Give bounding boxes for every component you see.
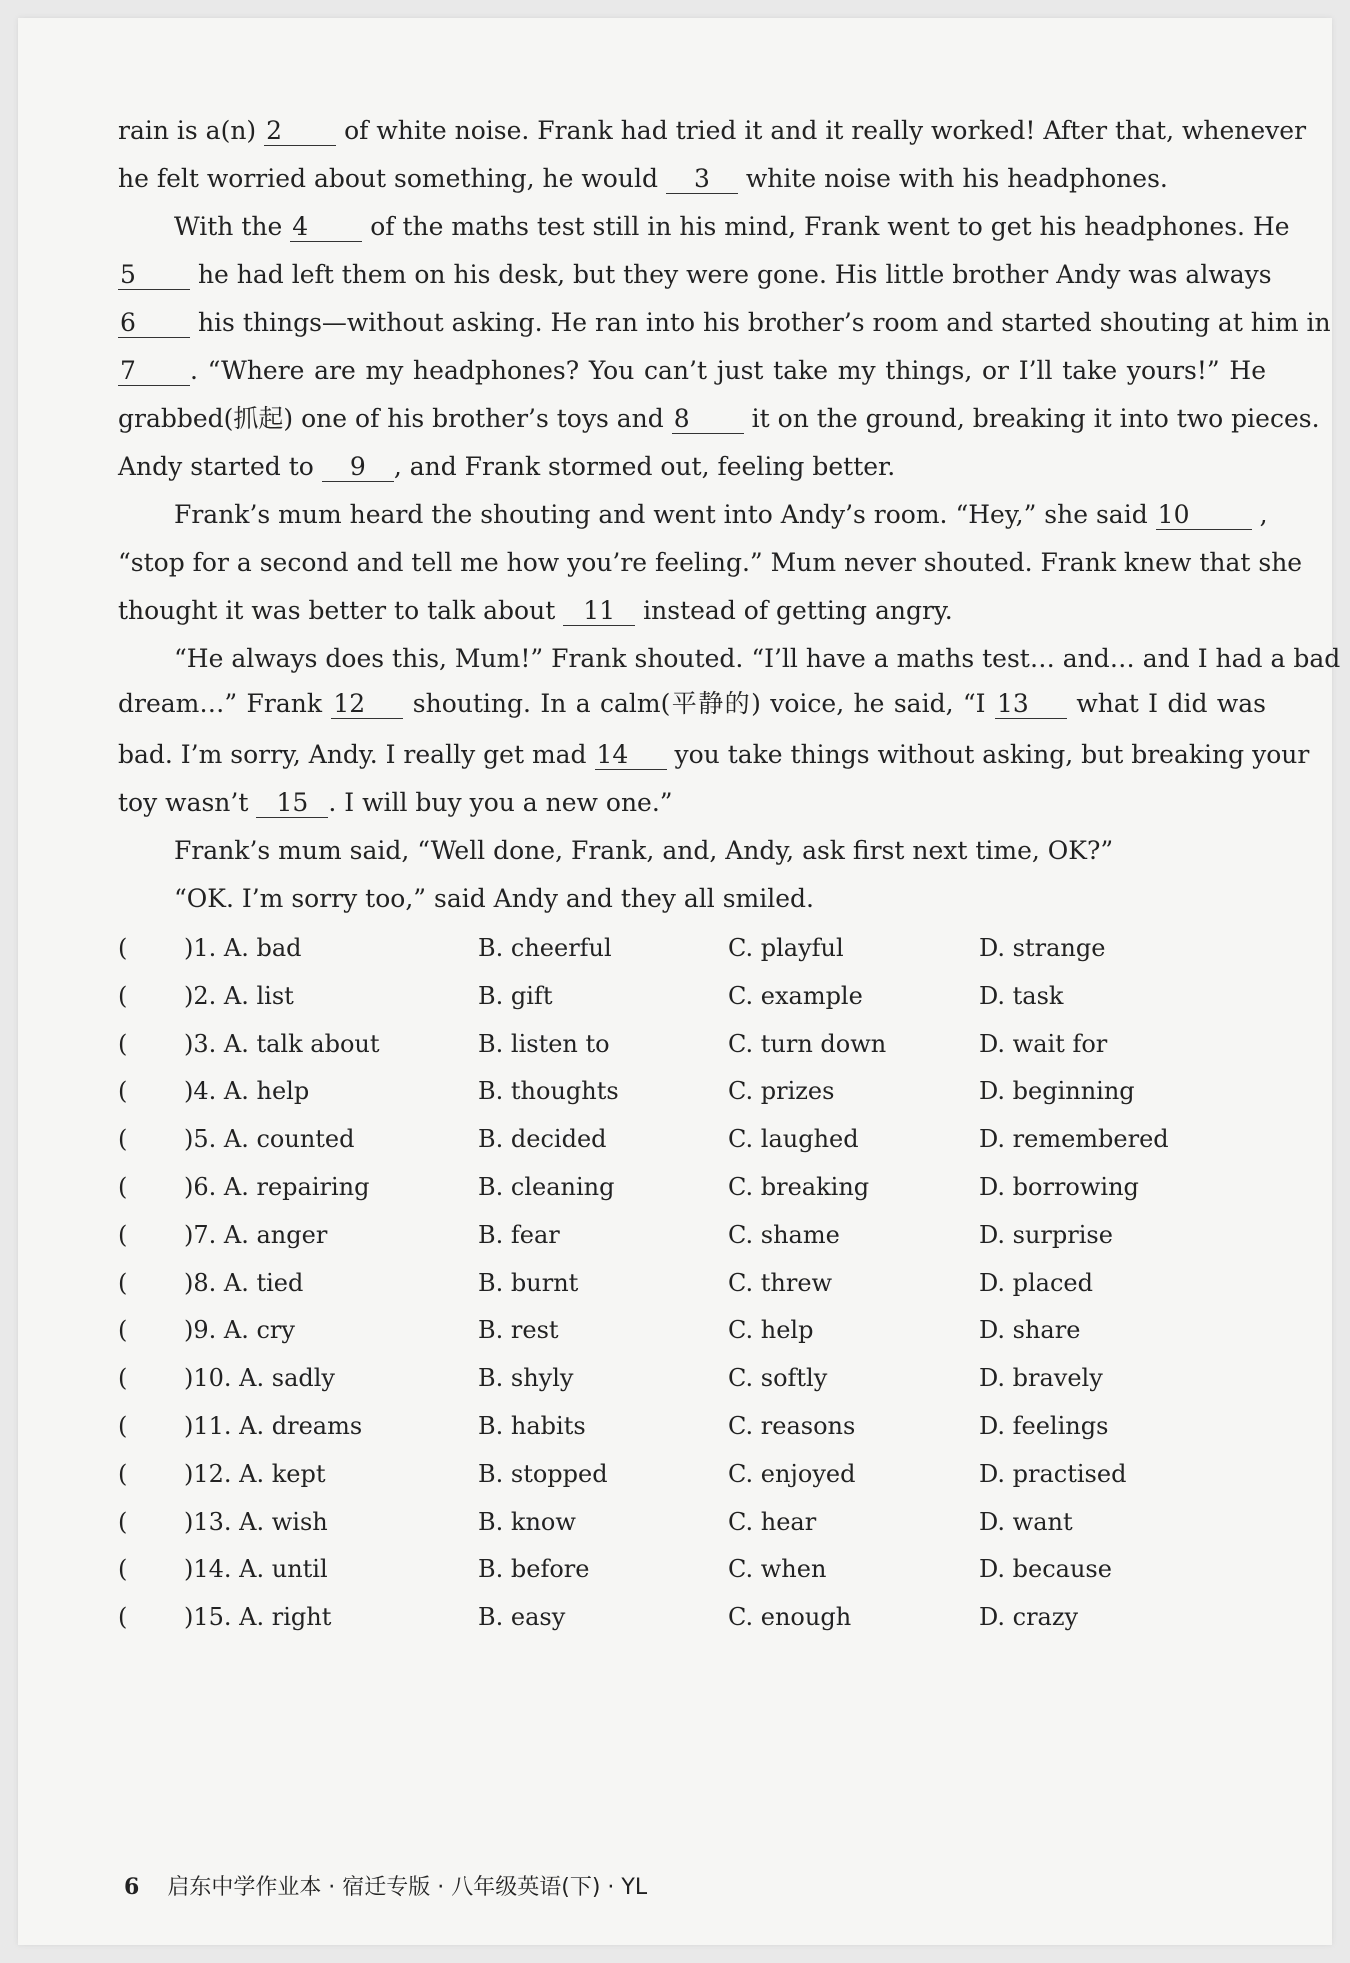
answer-paren: ( <box>118 1555 128 1584</box>
blank-12: 12 <box>331 690 403 719</box>
option-a: )7. A. anger <box>184 1220 328 1249</box>
answer-paren: ( <box>118 1507 128 1536</box>
blank-9: 9 <box>322 453 394 482</box>
question-row <box>118 1164 1268 1212</box>
blank-3: 3 <box>666 165 738 194</box>
page-footer <box>124 1870 647 1901</box>
option-a: )6. A. repairing <box>184 1172 370 1201</box>
passage-line: With the 4 of the maths test still in his mind, Frank went to get his headphones. He <box>174 212 1290 241</box>
answer-paren: ( <box>118 1459 128 1488</box>
passage-line: “stop for a second and tell me how you’re feeling.” Mum never shouted. Frank knew that she <box>118 548 1303 577</box>
blank-2: 2 <box>264 117 336 146</box>
question-row <box>118 1451 1268 1499</box>
passage-line: dream…” Frank 12 shouting. In a calm(平静的) voice, he said, “I 13 what I did was <box>118 689 1266 718</box>
option-a: )2. A. list <box>184 981 294 1010</box>
question-row <box>118 1212 1268 1260</box>
option-d: D. crazy <box>979 1603 1079 1632</box>
question-row <box>118 1499 1268 1547</box>
answer-paren: ( <box>118 1603 128 1632</box>
blank-11: 11 <box>563 597 635 626</box>
question-row <box>118 1355 1268 1403</box>
option-c: C. laughed <box>728 1125 859 1154</box>
passage-line: grabbed(抓起) one of his brother’s toys and 8 it on the ground, breaking it into two pieces. <box>118 404 1320 433</box>
option-d: D. wait for <box>979 1029 1108 1058</box>
answer-paren: ( <box>118 1029 128 1058</box>
option-d: D. because <box>979 1555 1112 1584</box>
option-a: )14. A. until <box>184 1555 328 1584</box>
question-row <box>118 1116 1268 1164</box>
answer-paren: ( <box>118 934 128 962</box>
passage-line: Frank’s mum said, “Well done, Frank, and, Andy, ask first next time, OK?” <box>174 836 1114 865</box>
option-d: D. practised <box>979 1459 1127 1488</box>
option-b: B. listen to <box>478 1029 610 1058</box>
passage-line: 6 his things—without asking. He ran into his brother’s room and started shouting at him in <box>120 308 1331 337</box>
option-b: B. cleaning <box>478 1172 615 1201</box>
option-b: B. gift <box>478 981 553 1010</box>
option-a: )3. A. talk about <box>184 1029 380 1058</box>
question-row <box>118 1260 1268 1308</box>
question-row <box>118 1403 1268 1451</box>
option-a: )5. A. counted <box>184 1125 355 1154</box>
book-title: 启东中学作业本 · 宿迁专版 · 八年级英语(下) · YL <box>167 1875 648 1900</box>
option-a: )8. A. tied <box>184 1268 304 1297</box>
option-c: C. breaking <box>728 1172 870 1201</box>
passage-line: 5 he had left them on his desk, but they were gone. His little brother Andy was always <box>120 260 1272 289</box>
blank-14: 14 <box>595 741 667 770</box>
question-row <box>118 973 1268 1021</box>
option-a: )1. A. bad <box>184 934 302 962</box>
option-c: C. turn down <box>728 1029 887 1058</box>
option-c: C. when <box>728 1555 827 1584</box>
passage-line: “He always does this, Mum!” Frank shouted. “I’ll have a maths test… and… and I had a bad <box>174 644 1341 673</box>
option-a: )10. A. sadly <box>184 1364 335 1393</box>
question-row <box>118 1594 1268 1642</box>
option-b: B. before <box>478 1555 590 1584</box>
page-number: 6 <box>124 1874 140 1900</box>
option-d: D. task <box>979 981 1064 1010</box>
answer-paren: ( <box>118 1364 128 1393</box>
option-a: )11. A. dreams <box>184 1411 363 1440</box>
option-d: D. placed <box>979 1268 1093 1297</box>
option-b: B. know <box>478 1507 576 1536</box>
passage-line: bad. I’m sorry, Andy. I really get mad 14 you take things without asking, but breaking your <box>118 740 1310 769</box>
blank-5: 5 <box>118 261 190 290</box>
option-b: B. shyly <box>478 1364 574 1393</box>
option-c: C. threw <box>728 1268 833 1297</box>
option-d: D. borrowing <box>979 1172 1139 1201</box>
option-d: D. remembered <box>979 1125 1169 1154</box>
answer-paren: ( <box>118 1125 128 1154</box>
answer-paren: ( <box>118 1220 128 1249</box>
option-d: D. beginning <box>979 1077 1135 1106</box>
option-c: C. softly <box>728 1364 828 1393</box>
blank-7: 7 <box>118 357 190 386</box>
passage-line: he felt worried about something, he would 3 white noise with his headphones. <box>118 164 1168 193</box>
question-row <box>118 1546 1268 1594</box>
option-d: D. feelings <box>979 1411 1109 1440</box>
passage-line: “OK. I’m sorry too,” said Andy and they all smiled. <box>174 884 814 913</box>
option-b: B. easy <box>478 1603 566 1632</box>
question-row <box>118 1307 1268 1355</box>
option-d: D. bravely <box>979 1364 1103 1393</box>
passage-line: 7 . “Where are my headphones? You can’t just take my things, or I’ll take yours!” He <box>120 356 1266 385</box>
option-b: B. fear <box>478 1220 560 1249</box>
answer-paren: ( <box>118 1077 128 1106</box>
option-c: C. prizes <box>728 1077 835 1106</box>
blank-10: 10 <box>1156 501 1252 530</box>
answer-paren: ( <box>118 1411 128 1440</box>
option-c: C. enough <box>728 1603 852 1632</box>
answer-paren: ( <box>118 1268 128 1297</box>
option-d: D. share <box>979 1316 1081 1345</box>
answer-options-list <box>118 925 1268 1642</box>
option-b: B. burnt <box>478 1268 579 1297</box>
passage-line: Frank’s mum heard the shouting and went into Andy’s room. “Hey,” she said 10 , <box>174 500 1268 529</box>
answer-paren: ( <box>118 981 128 1010</box>
blank-8: 8 <box>672 405 744 434</box>
blank-13: 13 <box>995 690 1067 719</box>
option-b: B. decided <box>478 1125 607 1154</box>
question-row <box>118 1068 1268 1116</box>
option-d: D. strange <box>979 934 1106 962</box>
option-c: C. enjoyed <box>728 1459 856 1488</box>
passage-line: rain is a(n) 2 of white noise. Frank had tried it and it really worked! After that, whenever <box>118 116 1307 145</box>
option-c: C. playful <box>728 934 844 962</box>
option-c: C. example <box>728 981 863 1010</box>
option-d: D. surprise <box>979 1220 1113 1249</box>
option-a: )12. A. kept <box>184 1459 326 1488</box>
cloze-passage <box>118 107 1341 923</box>
option-a: )4. A. help <box>184 1077 310 1106</box>
blank-6: 6 <box>118 309 190 338</box>
answer-paren: ( <box>118 1172 128 1201</box>
blank-4: 4 <box>290 213 362 242</box>
option-a: )9. A. cry <box>184 1316 295 1345</box>
option-c: C. shame <box>728 1220 840 1249</box>
option-b: B. thoughts <box>478 1077 619 1106</box>
worksheet-page <box>18 18 1341 1945</box>
option-c: C. hear <box>728 1507 817 1536</box>
blank-15: 15 <box>256 789 328 818</box>
option-a: )15. A. right <box>184 1603 332 1632</box>
question-row <box>118 925 1268 973</box>
answer-paren: ( <box>118 1316 128 1345</box>
option-a: )13. A. wish <box>184 1507 328 1536</box>
option-c: C. help <box>728 1316 814 1345</box>
question-row <box>118 1021 1268 1069</box>
passage-line: Andy started to 9 , and Frank stormed out, feeling better. <box>118 452 896 481</box>
option-b: B. stopped <box>478 1459 608 1488</box>
option-b: B. rest <box>478 1316 559 1345</box>
option-d: D. want <box>979 1507 1073 1536</box>
option-b: B. habits <box>478 1411 586 1440</box>
passage-line: toy wasn’t 15 . I will buy you a new one.” <box>118 788 673 817</box>
option-c: C. reasons <box>728 1411 856 1440</box>
option-b: B. cheerful <box>478 934 612 962</box>
passage-line: thought it was better to talk about 11 instead of getting angry. <box>118 596 953 625</box>
